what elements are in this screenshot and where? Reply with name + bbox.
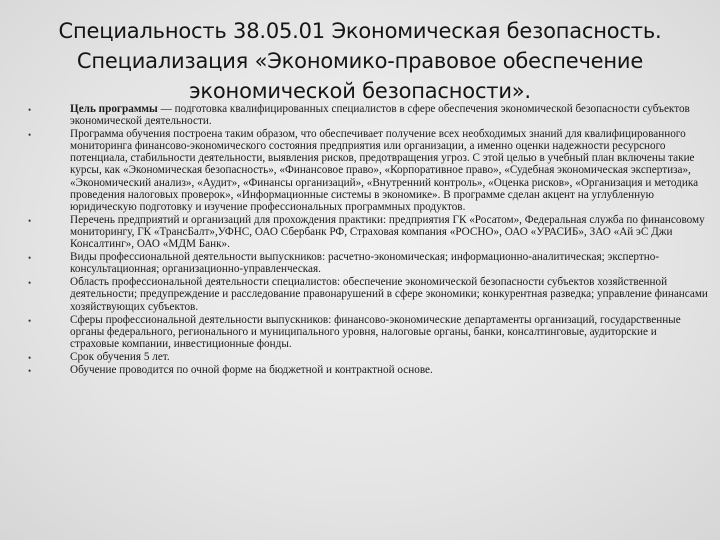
item-text: Сферы профессиональной деятельности выпускников: финансово-экономические департаменты организаций, государственные органы федерального, регионального и муниципального уровня, налоговые органы, банки, консалтинговые, аудиторские и страховые компании, инвестиционные фонды. xyxy=(70,313,681,350)
list-item-activity-types xyxy=(18,251,708,275)
slide-title xyxy=(40,16,680,106)
list-item-form xyxy=(18,364,708,376)
bullet-icon: • xyxy=(28,130,32,141)
item-text: Виды профессиональной деятельности выпускников: расчетно-экономическая; информационно-аналитическая; экспертно-консультационная; организационно-управленческая. xyxy=(70,251,660,276)
title-line-3: экономической безопасности». xyxy=(189,79,531,103)
item-lead: Цель программы xyxy=(70,103,158,115)
bullet-icon: • xyxy=(28,105,32,115)
list-item-duration xyxy=(18,351,708,363)
list-item-activity-spheres xyxy=(18,314,708,350)
item-text: — подготовка квалифицированных специалистов в сфере обеспечения экономической безопасности субъектов экономической деятельности. xyxy=(70,103,690,128)
item-text: Срок обучения 5 лет. xyxy=(70,350,170,363)
title-line-2: Специализация «Экономико-правовое обеспечение xyxy=(76,49,644,73)
bullet-list xyxy=(18,103,708,377)
bullet-icon: • xyxy=(28,352,32,363)
list-item-activity-area xyxy=(18,276,708,312)
list-item-goal xyxy=(18,103,708,127)
bullet-icon: • xyxy=(28,365,32,376)
list-item-program xyxy=(18,128,708,213)
bullet-icon: • xyxy=(28,315,32,326)
bullet-icon: • xyxy=(28,278,32,289)
item-text: Программа обучения построена таким образом, что обеспечивает получение всех необходимых знаний для квалифицированного мониторинга финансово-экономического состояния предприятия или организации, а именно оценки надежности ресурсного потенциала, стабильности деятельности, выявления рисков, предотвращения угроз. С этой целью в учебный план включены такие курсы, как «Экономическая безопасность», «Финансовое право», «Корпоративное право», «Судебная экономическая экспертиза», «Экономический анализ», «Аудит», «Финансы организаций», «Внутренний контроль», «Оценка рисков», «Организация и методика проведения налоговых проверок», «Информационные системы в экономике». В программе сделан акцент на углубленную юридическую подготовку и изучение профессиональных программных продуктов. xyxy=(70,128,699,213)
item-text: Область профессиональной деятельности специалистов: обеспечение экономической безопасности субъектов хозяйственной деятельности; предупреждение и расследование правонарушений в сфере экономики; конкурентная разведка; управление финансами хозяйствующих субъектов. xyxy=(70,276,708,313)
list-item-practice xyxy=(18,214,708,250)
title-line-1: Специальность 38.05.01 Экономическая безопасность. xyxy=(58,19,662,43)
item-text: Обучение проводится по очной форме на бюджетной и контрактной основе. xyxy=(70,363,433,376)
item-text: Перечень предприятий и организаций для прохождения практики: предприятия ГК «Росатом», Федеральная служба по финансовому мониторингу, ГК «ТрансБалт»,УФНС, ОАО Сбербанк РФ, Страховая компания «РОСНО», ОАО «УРАСИБ», ЗАО «Ай эС Джи Консалтинг», ОАО «МДМ Банк». xyxy=(70,213,705,251)
bullet-icon: • xyxy=(28,253,32,264)
bullet-icon: • xyxy=(28,215,32,226)
